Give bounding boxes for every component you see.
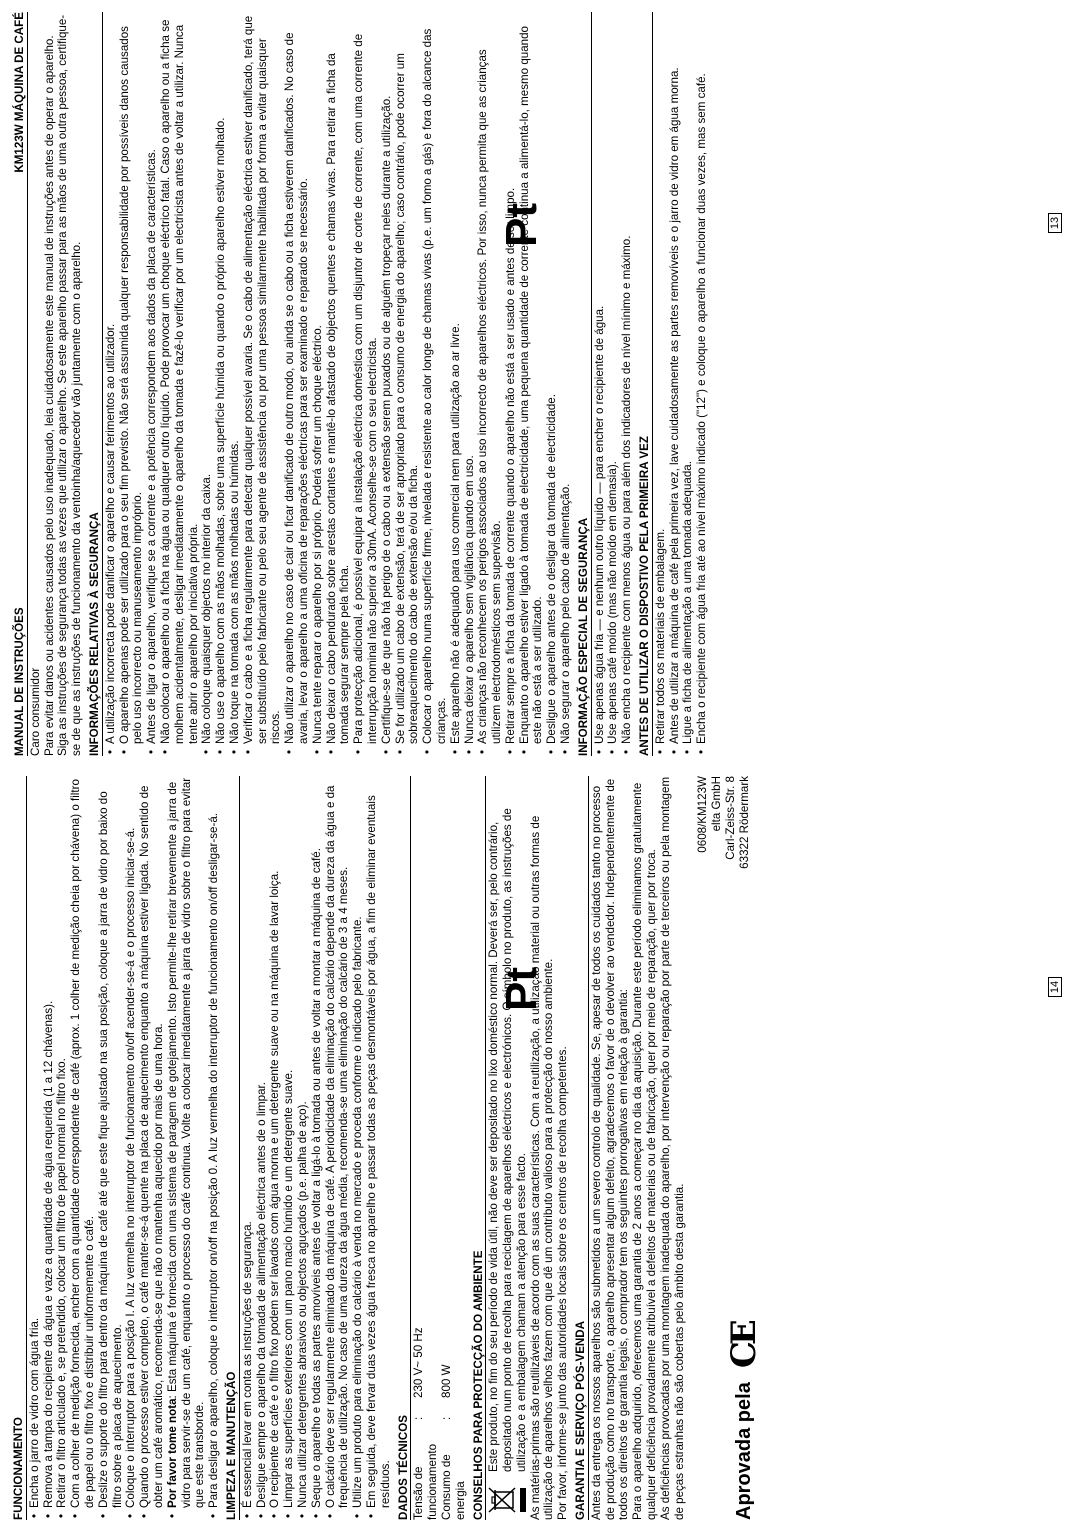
list-item: • Antes de utilizar a máquina de café pela primeira vez, lave cuidadosamente as partes removíveis e o jarro de vidro em água morna.	[668, 12, 682, 744]
list-item: • Verificar o cabo e a ficha regularmente para detectar qualquer possível avaria. Se o cabo de alimentação eléctrica estiver danificado, terá que ser substituído pelo fabricante ou pelo seu agente de assistência ou por uma pessoa similarmente habilitada por forma a evitar quaisquer riscos.	[242, 12, 283, 744]
list-item: • Deslize o suporte do filtro para dentro da máquina de café até que este fique ajustado na sua posição, coloque a jarra de vidro por baixo do filtro sobre a placa de aquecimento.	[97, 776, 125, 1508]
list-item: • Remova a tampa do recipiente da água e vaze a quantidade de água requerida (1 a 12 chávenas).	[42, 776, 56, 1508]
section-heading: INFORMAÇÃO ESPECIAL DE SEGURANÇA	[577, 12, 592, 756]
list-item: • Desligue o aparelho antes de o desligar da tomada de electricidade.	[545, 12, 559, 744]
intro-paragraph: Para evitar danos ou acidentes causados pelo uso inadequado, leia cuidadosamente este manual de instruções antes de operar o aparelho. Siga as instruções de segurança todas as vezes que utilizar o aparelho. Se este aparelho passar para as mãos de uma outra pessoa, certifique-se de que as instruções de funcionamento da ventoinha/aquecedor vão juntamente com o aparelho.	[42, 14, 84, 756]
list-item: • Não utilizar o aparelho no caso de cair ou ficar danificado de outro modo, ou ainda se o cabo ou a ficha estiverem danificados. No caso de avaria, levar o aparelho a uma oficina de reparações eléctricas para ser examinado e reparado se necessário.	[283, 12, 311, 744]
warranty-text-2: Para o aparelho adquirido, oferecemos uma garantia de 2 anos a começar no dia da aquisição. Durante este período eliminamos gratuitamente qualquer deficiência provadamente atribuível a defeitos de materiais ou de fabricação, quer por meio de reparação, quer por troca.	[631, 782, 659, 1520]
manual-title: MANUAL DE INSTRUÇÕES	[13, 607, 26, 756]
language-mark: Pt	[497, 203, 546, 247]
page-13-rotated-content	[4, 0, 1072, 756]
list-item: • Não use o aparelho com as mãos molhadas, sobre uma superfície húmida ou quando o próprio aparelho estiver molhado.	[214, 12, 228, 744]
list-item: • As crianças não reconhecem os perigos associados ao uso incorrecto de aparelhos eléctricos. Por isso, nunca permita que as crianças utilizem electrodomésticos sem supervisão.	[476, 12, 504, 744]
special-safety-list	[593, 12, 634, 756]
safety-section	[88, 12, 573, 756]
list-item: • Coloque o interruptor para a posição I. A luz vermelha no interruptor de funcionamento on/off acender-se-á e o processo iniciar-se-á.	[124, 776, 138, 1508]
warranty-section	[574, 776, 686, 1520]
list-item: • A utilização incorrecta pode danificar o aparelho e causar ferimentos ao utilizador.	[104, 12, 118, 744]
page-number: 13	[1048, 0, 1063, 756]
list-item: • Nunca deixar o aparelho sem vigilância quando em uso.	[463, 12, 477, 744]
note-text: : Esta máquina é fornecida com uma sistema de paragem de gotejamento. Isto permite-lhe retirar brevemente a jarra de vidro para servir-se de um café, enquanto o processo do café continua. Volte a colocar imediatamente a jarra de vidro sobre o filtro para evitar que este transborde.	[165, 777, 207, 1508]
list-item: • Antes de ligar o aparelho, verifique se a corrente e a potência correspondem aos dados da placa de características.	[145, 12, 159, 744]
section-heading: GARANTIA E SERVIÇO PÓS-VENDA	[574, 776, 589, 1520]
before-first-use-section	[638, 12, 709, 756]
list-item: • Com a colher de medição fornecida, encher com a quantidade correspondente de café (aprox. 1 colher de medição cheia por chávena) o filtro de papel ou o filtro fixo e distribuir uniformemente o café.	[69, 776, 97, 1508]
list-item: • Seque o aparelho e todas as partes amovíveis antes de voltar a ligá-lo à tomada ou antes de voltar a montar a máquina de café.	[310, 776, 324, 1508]
tech-value: 800 W	[439, 1364, 453, 1398]
list-item: • Utilize um produto para eliminação do calcário à venda no mercado e proceda conforme o indicado pelo fabricante.	[351, 776, 365, 1508]
address-line: 63322 Rödermark	[737, 776, 751, 869]
section-heading: ANTES DE UTILIZAR O DISPOSTIVO PELA PRIMEIRA VEZ	[638, 12, 653, 756]
language-mark: Pt	[497, 967, 546, 1011]
warranty-text-3: As deficiências provocadas por uma montagem inadequada do aparelho, por intervenção ou reparação por parte de terceiros ou pela montagem de peças estranhas não são cobertas pelo âmbito desta garantia.	[658, 776, 686, 1520]
address-line: Carl-Zeiss-Str. 8	[724, 776, 738, 860]
operation-section	[12, 776, 221, 1520]
environment-text-3: Por favor, informe-se junto das autoridades locais sobre os centros de recolha competentes.	[556, 1046, 570, 1520]
list-item: • O aparelho apenas pode ser utilizado para o seu fim previsto. Não será assumida qualquer responsabilidade por possíveis danos causados pelo uso incorrecto ou manuseamento impróprio.	[118, 12, 146, 744]
address-line: elta GmbH	[710, 776, 724, 832]
list-item: • Não encha o recipiente com menos água ou para além dos indicadores de nível mínimo e máximo.	[620, 12, 634, 744]
list-item: • Este aparelho não é adequado para uso comercial nem para utilização ao ar livre.	[449, 12, 463, 744]
page-14-rotated-content	[4, 764, 1072, 1520]
warranty-text: Antes da entrega os nossos aparelhos são submetidos a um severo controlo de qualidade. Se, apesar de todos os cuidados tanto no processo de produção como no transporte, o aparelho apresentar algum defeito, agradecemos o favor de o devolver ao vendedor. Independentemente de todos os direitos de garantia legais, o comprador tem os seguintes prorrogativas em relação à garantia:	[589, 778, 631, 1520]
environment-section	[472, 776, 571, 1520]
list-item: • Se for utilizado um cabo de extensão, terá de ser apropriado para o consumo de energia do aparelho; caso contrário, pode ocorrer um sobreaquecimento do cabo de extensão e/ou da ficha.	[394, 12, 422, 744]
list-item: • Quando o processo estiver completo, o café manter-se-á quente na placa de aquecimento enquanto a máquina estiver ligada. No sentido de obter um café aromático, recomenda-se que não o mantenha aquecido por mais de uma hora.	[138, 776, 166, 1508]
environment-block	[487, 776, 528, 1520]
list-item: • O calcário deve ser regularmente eliminado da máquina de café. A periodicidade da eliminação do calcário depende da dureza da água e da frequência de utilização. No caso de uma dureza da água média, recomenda-se uma eliminação do calcário de 3 a 4 meses.	[324, 776, 352, 1508]
list-item: • Não segurar o aparelho pelo cabo de alimentação.	[559, 12, 573, 744]
note-label: Por favor tome nota	[165, 1398, 179, 1508]
list-item: • O recipiente de café e o filtro fixo podem ser lavados com água morna e um detergente suave ou na máquina de lavar loiça.	[268, 776, 282, 1508]
list-item: • Retirar sempre a ficha da tomada de corrente quando o aparelho não está a ser usado e antes de ser limpo.	[504, 12, 518, 744]
list-item: • Para protecção adicional, é possível equipar a instalação eléctrica doméstica com um disjuntor de corte de corrente, com uma corrente de interrupção nominal não superior a 30mA. Aconselhe-se com o seu electricista.	[352, 12, 380, 744]
page-number: 14	[1048, 764, 1063, 1520]
list-item: • Encha o jarro de vidro com água fria.	[28, 776, 42, 1508]
approval	[723, 1323, 764, 1520]
list-item-note	[166, 776, 207, 1508]
special-safety-section	[577, 12, 634, 756]
approved-label: Aprovada pela	[732, 1382, 755, 1520]
crossed-bin-icon	[487, 1480, 526, 1520]
section-heading: INFORMAÇÕES RELATIVAS À SEGURANÇA	[88, 12, 103, 756]
list-item: • Não colocar o aparelho ou a ficha na água ou qualquer outro líquido. Pode provocar um choque eléctrico fatal. Caso o aparelho ou a ficha se molhem acidentalmente, desligar imediatamente o aparelho da tomada e fazê-lo verificar por um electricista antes de voltar a utilizar. Nunca tente abrir o aparelho por iniciativa própria.	[159, 12, 200, 744]
manufacturer-address	[696, 776, 751, 869]
section-heading: CONSELHOS PARA PROTECÇÃO DO AMBIENTE	[472, 776, 487, 1520]
list-item: • Nunca tente reparar o aparelho por si próprio. Poderá sofrer um choque eléctrico.	[311, 12, 325, 744]
ce-mark-icon: CE	[723, 1323, 764, 1369]
greeting: Caro consumidor	[28, 667, 42, 756]
list-item: • Retirar todos os materiais de embalagem.	[654, 12, 668, 744]
cleaning-section	[225, 776, 393, 1520]
manual-header	[13, 12, 28, 756]
footer-block	[696, 776, 764, 1520]
list-item: • Em seguida, deve fervar duas vezes água fresca no aparelho e passar todas as peças desmontáveis por água, a fim de eliminar eventuais resíduos.	[365, 776, 393, 1508]
list-item: • É essencial levar em conta as instruções de segurança.	[241, 776, 255, 1508]
manual-page-14	[0, 764, 1080, 1528]
list-item: • Enquanto o aparelho estiver ligado à tomada de electricidade, uma pequena quantidade de corrente continua a alimentá-lo, mesmo quando este não está a ser utilizado.	[518, 12, 546, 744]
list-item: • Ligue a ficha de alimentação a uma tomada adequada.	[681, 12, 695, 744]
cleaning-list	[241, 776, 393, 1520]
list-item: • Não deixar o cabo pendurado sobre arestas cortantes e mantê-lo afastado de objectos quentes e chamas vivas. Para retirar a ficha da tomada segurar sempre pela ficha.	[325, 12, 353, 744]
environment-text: Este produto, no fim do seu período de vida útil, não deve ser depositado no lixo doméstico normal. Deverá ser, pelo contrário, depositado num ponto de recolha para reciclagem de aparelhos eléctricos e electrónicos. O símbolo no produto, as instruções de utilização e a embalagem chamam a atenção para esse facto.	[487, 808, 528, 1472]
before-first-use-list	[654, 12, 709, 756]
list-item: • Colocar o aparelho numa superfície firme, nivelada e resistente ao calor longe de chamas vivas (p.e. um fomo a gás) e fora do alcance das crianças.	[421, 12, 449, 744]
list-item: • Nunca utilizar detergentes abrasivos ou objectos aguçados (p.e. palha de aço).	[296, 776, 310, 1508]
technical-data-section	[397, 776, 468, 1520]
section-heading: LIMPEZA E MANUTENÇÃO	[225, 776, 240, 1520]
list-item: • Para desligar o aparelho, coloque o interruptor on/off na posição 0. A luz vermelha do interruptor de funcionamento on/off desligar-se-á.	[207, 776, 221, 1508]
list-item: • Não toque na tomada com as mãos molhadas ou húmidas.	[228, 12, 242, 744]
section-heading: FUNCIONAMENTO	[12, 776, 27, 1520]
operation-list	[28, 776, 221, 1520]
tech-label: Consumo de energia	[439, 1454, 467, 1520]
address-line: 0608/KM123W	[696, 776, 710, 853]
tech-sep: :	[439, 1416, 453, 1420]
section-heading: DADOS TÉCNICOS	[397, 776, 412, 1520]
safety-list	[104, 12, 573, 756]
environment-text-2: As matérias-primas são reutilizáveis de acordo com as suas características. Com a reutilização, a utilização material ou outras formas de utilização de aparelhos velhos fazem com que dê um contributo valioso para a protecção do nosso ambiente.	[528, 815, 556, 1520]
technical-data-table	[412, 776, 467, 1520]
tech-value: 230 V~ 50 Hz	[412, 1327, 426, 1398]
tech-sep: :	[412, 1416, 426, 1420]
model-title: KM123W MÁQUINA DE CAFÉ	[13, 12, 26, 173]
list-item: • Não coloque quaisquer objectos no interior da caixa.	[200, 12, 214, 744]
tech-label: Tensão de funcionamento	[412, 1443, 440, 1520]
list-item: • Use apenas café moído (mas não moído em demasia).	[606, 12, 620, 744]
list-item: • Limpar as superfícies exteriores com um pano macio húmido e um detergente suave.	[282, 776, 296, 1508]
list-item: • Encha o recipiente com água fria até ao nível máximo indicado ("12") e coloque o aparelho a funcionar duas vezes, mas sem café.	[695, 12, 709, 744]
list-item: • Retirar o filtro articulado e, se pretendido, colocar um filtro de papel normal no filtro fixo.	[55, 776, 69, 1508]
list-item: • Certifique-se de que não há perigo de o cabo ou a extensão serem puxados ou de alguém tropeçar neles durante a utilização.	[380, 12, 394, 744]
list-item: • Desligue sempre o aparelho da tomada de alimentação eléctrica antes de o limpar.	[255, 776, 269, 1508]
list-item: • Use apenas água fria — e nenhum outro líquido — para encher o recipiente de água.	[593, 12, 607, 744]
page-14-text	[8, 776, 764, 1520]
